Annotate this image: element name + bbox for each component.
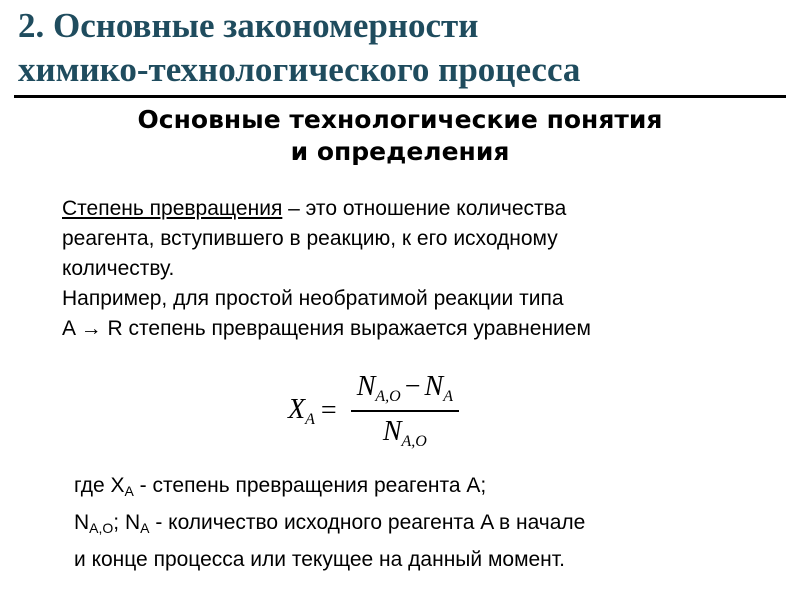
formula-lhs: $X_A$ — [288, 393, 315, 428]
slide-title-line1: 2. Основные закономерности — [18, 6, 479, 45]
example-line2: A → R степень превращения выражается уравнением — [62, 317, 591, 340]
formula-equals: = — [320, 395, 337, 426]
definition-block — [62, 194, 762, 344]
notes-block — [74, 470, 774, 576]
slide-subtitle-line1: Основные технологические понятия — [137, 105, 663, 134]
slide-title — [18, 4, 788, 92]
definition-line3: количеству. — [62, 257, 175, 280]
example-line1: Например, для простой необратимой реакции типа — [62, 287, 564, 310]
slide-subtitle-line2: и определения — [290, 137, 510, 166]
conversion-formula — [288, 368, 459, 454]
formula-numerator: $N_{A,O} - N_A$ — [356, 371, 453, 405]
title-divider — [14, 95, 786, 98]
formula-fraction — [351, 371, 459, 451]
definition-line2: реагента, вступившего в реакцию, к его исходному — [62, 227, 558, 250]
notes-line3: и конце процесса или текущее на данный момент. — [74, 548, 565, 571]
definition-text: – это отношение количества — [282, 197, 567, 220]
definition-line1 — [62, 194, 762, 224]
slide-subtitle — [0, 104, 800, 168]
formula-denominator: $N_{A,O}$ — [382, 416, 427, 450]
definition-term: Степень превращения — [62, 197, 283, 220]
notes-line2: $N_{A,O}$; $N_A$ - количество исходного реагента A в начале — [74, 511, 586, 536]
slide-title-line2: химико-технологического процесса — [18, 50, 581, 89]
notes-line1: где $X_A$ - степень превращения реагента A; — [74, 474, 487, 499]
